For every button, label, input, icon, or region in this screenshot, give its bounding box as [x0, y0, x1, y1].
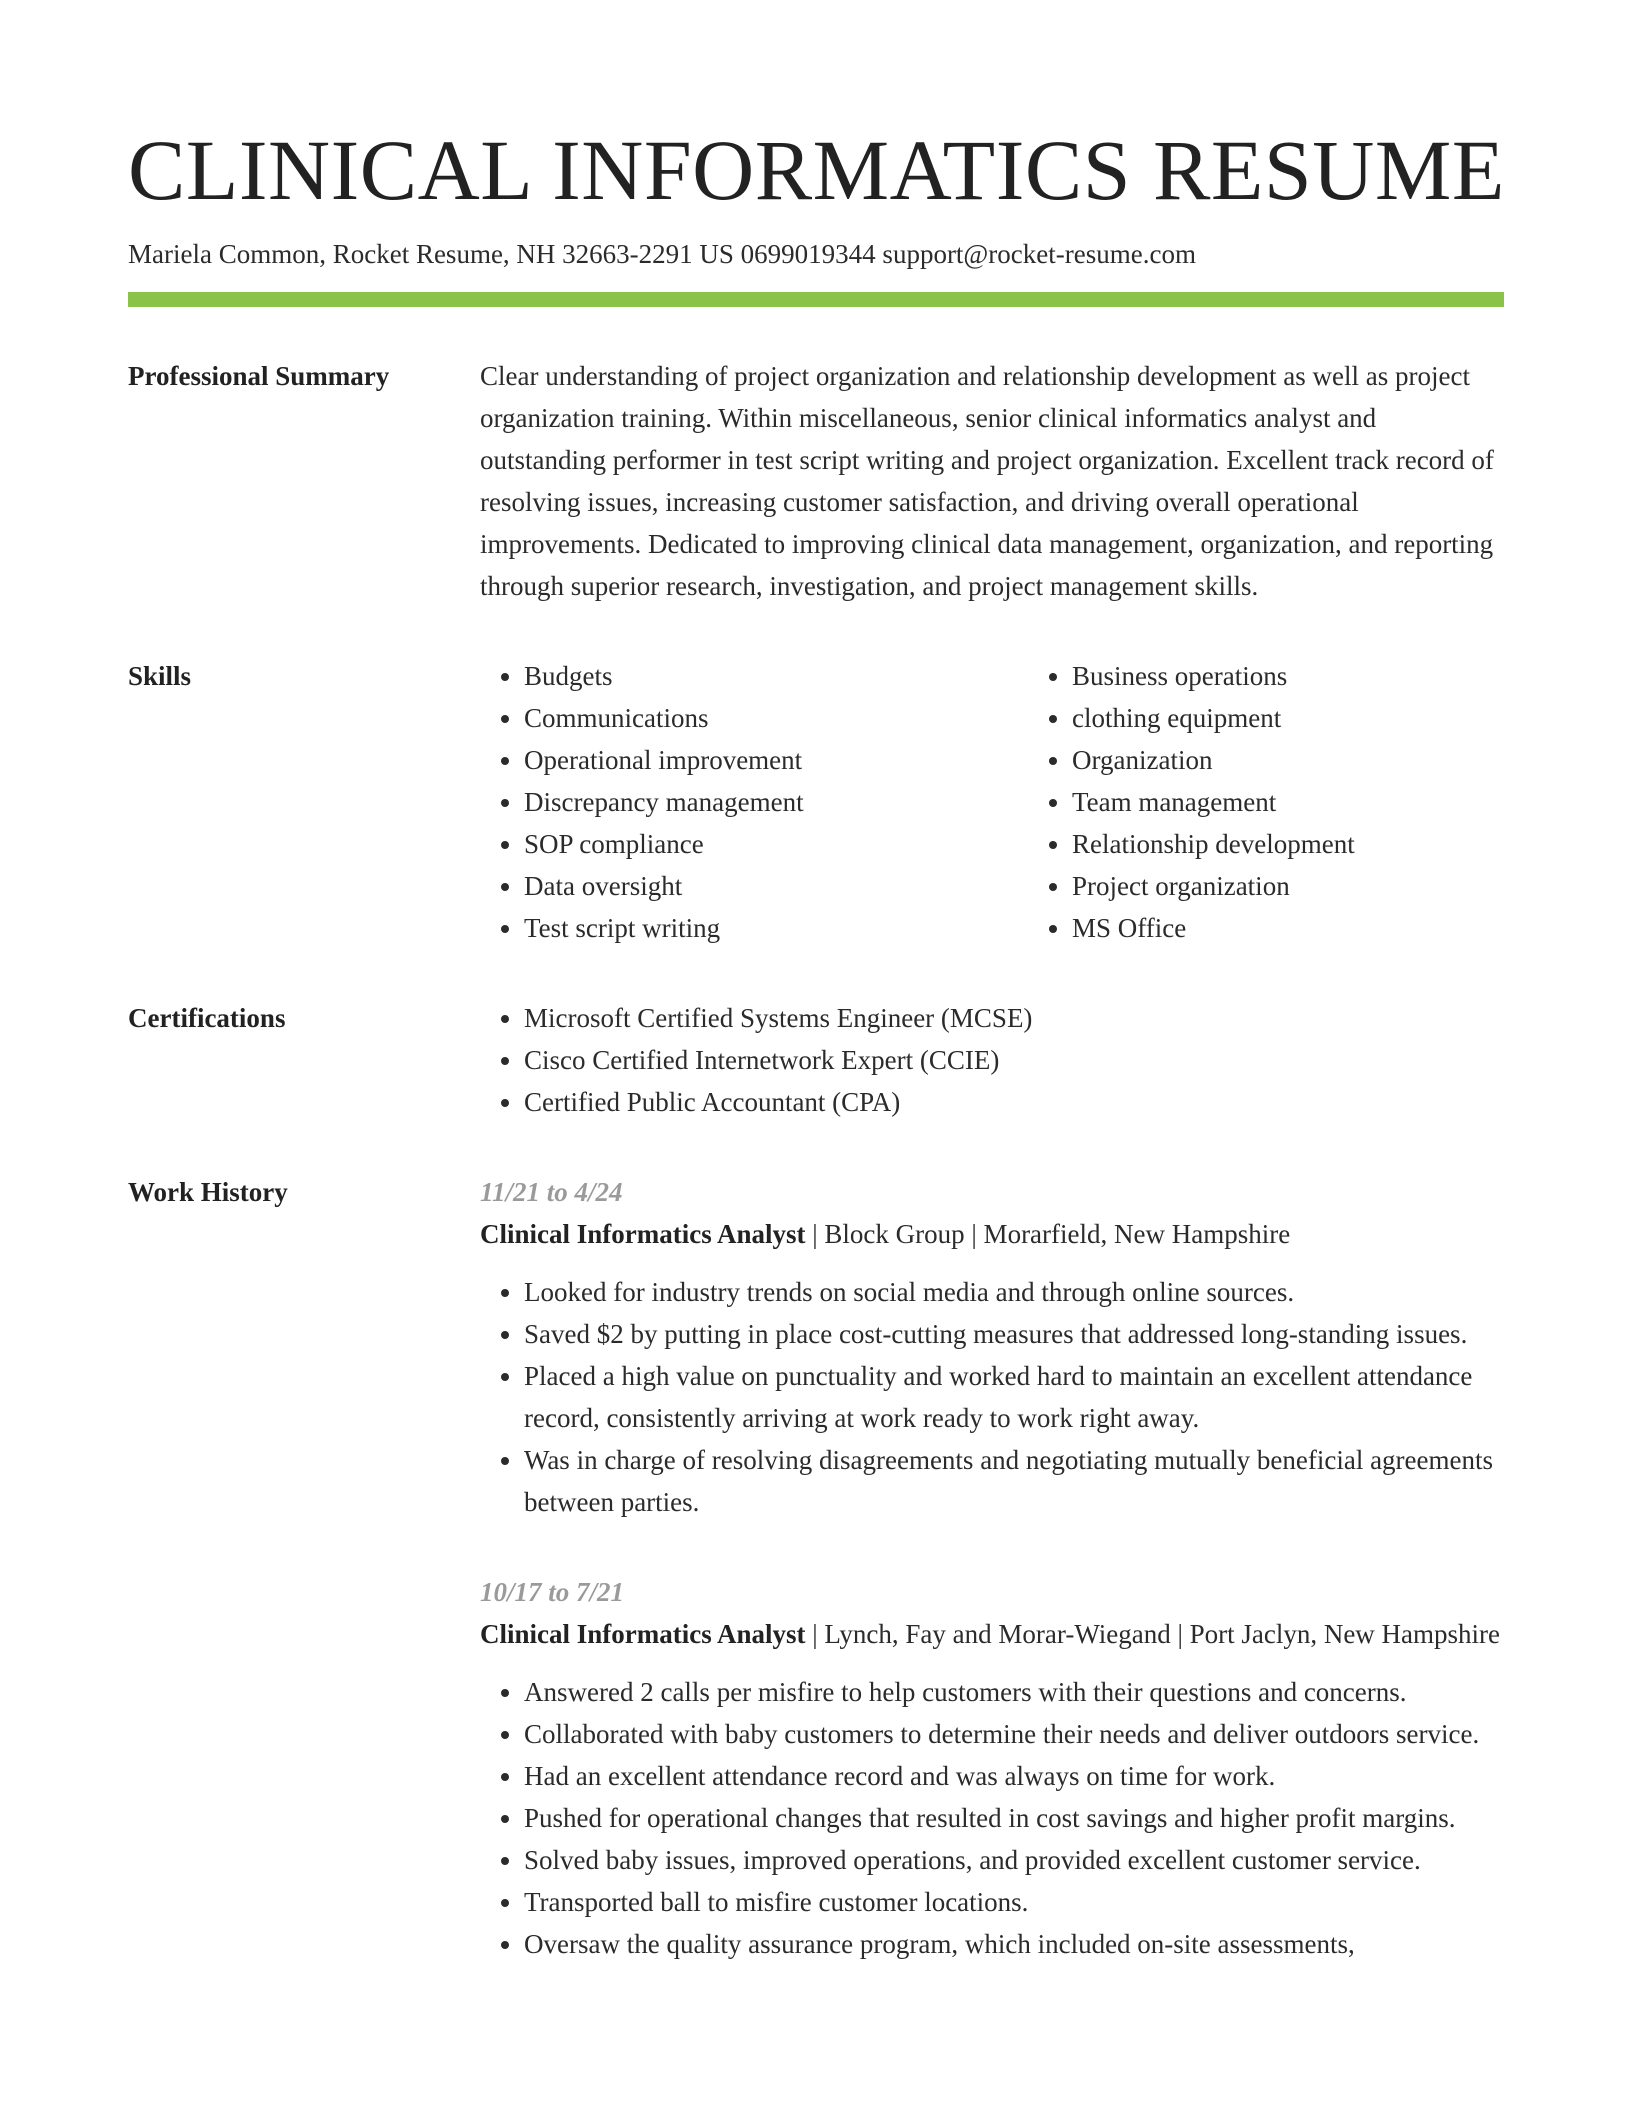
- job-dates: 10/17 to 7/21: [480, 1577, 625, 1607]
- job-duties-list: [480, 1671, 1504, 1965]
- skill-item: • SOP compliance: [524, 823, 984, 865]
- skill-item: • Organization: [1072, 739, 1532, 781]
- section-label-work-history: Work History: [128, 1177, 288, 1207]
- certification-item: • Microsoft Certified Systems Engineer (MCSE): [524, 997, 1504, 1039]
- professional-summary-section: [128, 355, 1504, 607]
- certification-item: • Certified Public Accountant (CPA): [524, 1081, 1504, 1123]
- certifications-list: [480, 997, 1504, 1123]
- skill-item: • Team management: [1072, 781, 1532, 823]
- summary-text: Clear understanding of project organization and relationship development as well as project organization training. Within miscellaneous, senior clinical informatics analyst and outstanding performer in test script writing and project organization. Excellent track record of resolving issues, increasing customer satisfaction, and driving overall operational improvements. Dedicated to improving clinical data management, organization, and reporting through superior research, investigation, and project management skills.: [480, 361, 1494, 601]
- skill-item: • Operational improvement: [524, 739, 984, 781]
- job-duty: • Pushed for operational changes that resulted in cost savings and higher profit margins.: [524, 1797, 1504, 1839]
- job-duty: • Collaborated with baby customers to determine their needs and deliver outdoors service.: [524, 1713, 1504, 1755]
- job-employer-location: | Block Group | Morarfield, New Hampshire: [805, 1219, 1291, 1249]
- section-label-professional-summary: Professional Summary: [128, 361, 390, 391]
- skill-item: • Data oversight: [524, 865, 984, 907]
- job-employer-location: | Lynch, Fay and Morar-Wiegand | Port Jaclyn, New Hampshire: [805, 1619, 1501, 1649]
- skill-item: • Communications: [524, 697, 984, 739]
- summary-body: [480, 355, 1504, 607]
- job-duty: • Placed a high value on punctuality and worked hard to maintain an excellent attendance record, consistently arriving at work ready to work right away.: [524, 1355, 1504, 1439]
- job-duty: • Had an excellent attendance record and was always on time for work.: [524, 1755, 1504, 1797]
- skill-item: • Budgets: [524, 655, 984, 697]
- section-label-certifications: Certifications: [128, 1003, 286, 1033]
- resume-title: CLINICAL INFORMATICS RESUME: [128, 122, 1505, 218]
- skills-grid: [480, 655, 1504, 949]
- skills-list-left: [480, 655, 984, 949]
- skill-item: • Discrepancy management: [524, 781, 984, 823]
- job-duty: • Looked for industry trends on social media and through online sources.: [524, 1271, 1504, 1313]
- job-heading: [480, 1613, 1504, 1655]
- skill-item: • Business operations: [1072, 655, 1532, 697]
- job-title: Clinical Informatics Analyst: [480, 1219, 806, 1249]
- job-dates: 11/21 to 4/24: [480, 1177, 623, 1207]
- job-heading: [480, 1213, 1504, 1255]
- work-history-section: [128, 1171, 1504, 1965]
- job-duty: • Answered 2 calls per misfire to help customers with their questions and concerns.: [524, 1671, 1504, 1713]
- work-history-body: [480, 1171, 1504, 1965]
- accent-divider: [128, 292, 1504, 307]
- section-label-skills: Skills: [128, 661, 192, 691]
- job-duty: • Transported ball to misfire customer locations.: [524, 1881, 1504, 1923]
- certifications-section: [128, 997, 1504, 1123]
- job-duties-list: [480, 1271, 1504, 1523]
- skills-list-right: [1028, 655, 1532, 949]
- skill-item: • MS Office: [1072, 907, 1532, 949]
- resume-page: [128, 0, 1504, 1965]
- skill-item: • Test script writing: [524, 907, 984, 949]
- job-duty: • Was in charge of resolving disagreements and negotiating mutually beneficial agreements between parties.: [524, 1439, 1504, 1523]
- certifications-body: [480, 997, 1504, 1123]
- skill-item: • clothing equipment: [1072, 697, 1532, 739]
- skill-item: • Project organization: [1072, 865, 1532, 907]
- skills-section: [128, 655, 1504, 949]
- job-title: Clinical Informatics Analyst: [480, 1619, 806, 1649]
- skill-item: • Relationship development: [1072, 823, 1532, 865]
- skills-body: [480, 655, 1504, 949]
- certification-item: • Cisco Certified Internetwork Expert (CCIE): [524, 1039, 1504, 1081]
- job-duty: • Saved $2 by putting in place cost-cutting measures that addressed long-standing issues.: [524, 1313, 1504, 1355]
- job-entry: [480, 1171, 1504, 1523]
- job-duty: • Solved baby issues, improved operations, and provided excellent customer service.: [524, 1839, 1504, 1881]
- job-duty: • Oversaw the quality assurance program, which included on-site assessments,: [524, 1923, 1504, 1965]
- contact-line: Mariela Common, Rocket Resume, NH 32663-2291 US 0699019344 support@rocket-resume.com: [128, 239, 1196, 269]
- job-entry: [480, 1571, 1504, 1965]
